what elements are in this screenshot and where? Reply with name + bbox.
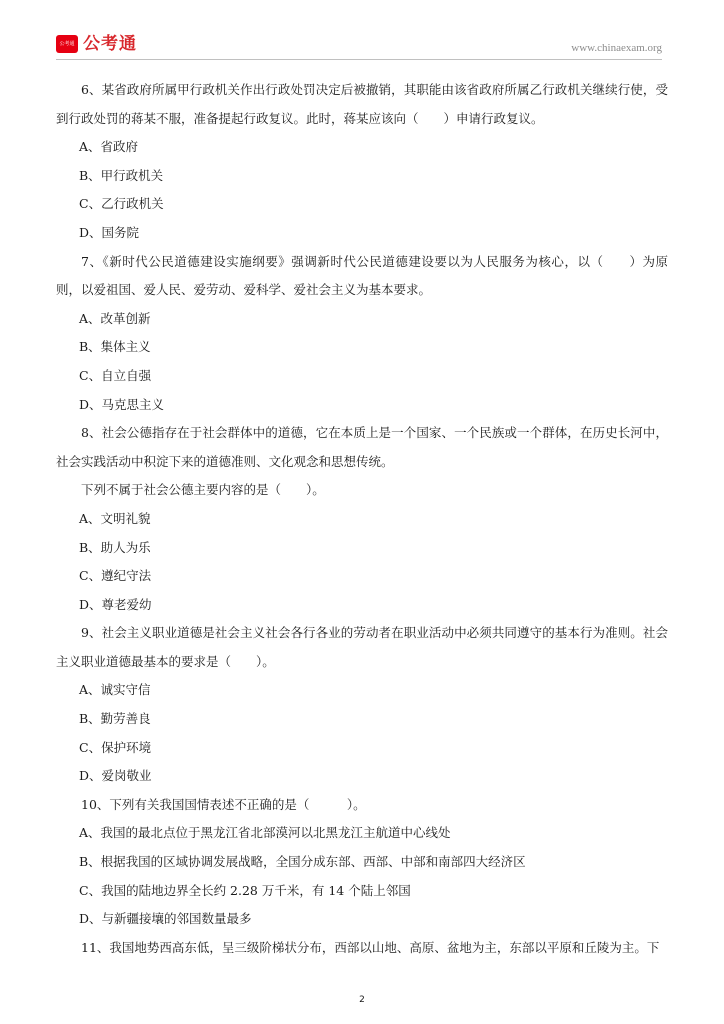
question-6-text: 6、某省政府所属甲行政机关作出行政处罚决定后被撤销，其职能由该省政府所属乙行政机关继续行使，受到行政处罚的蒋某不服，准备提起行政复议。此时，蒋某应该向（ ）申请行政复议。 (56, 82, 668, 126)
question-7-option-d: D、马克思主义 (79, 396, 165, 412)
question-8-option-c: C、遵纪守法 (79, 568, 152, 584)
page-number: 2 (359, 995, 365, 1005)
question-6-option-c: C、乙行政机关 (79, 196, 164, 212)
question-8-option-a: A、文明礼貌 (79, 510, 151, 526)
question-10-option-d: D、与新疆接壤的邻国数量最多 (79, 911, 252, 927)
question-10-option-c: C、我国的陆地边界全长约 2.28 万千米，有 14 个陆上邻国 (79, 882, 411, 898)
question-7-option-c: C、自立自强 (79, 367, 152, 383)
question-7-text: 7、《新时代公民道德建设实施纲要》强调新时代公民道德建设要以为人民服务为核心，以（ ）为原则，以爱祖国、爱人民、爱劳动、爱科学、爱社会主义为基本要求。 (56, 253, 668, 298)
question-8-option-b: B、助人为乐 (79, 539, 151, 555)
question-10-option-b: B、根据我国的区域协调发展战略，全国分成东部、西部、中部和南部四大经济区 (79, 854, 526, 870)
question-8-option-d: D、尊老爱幼 (79, 596, 152, 612)
question-10-option-a: A、我国的最北点位于黑龙江省北部漠河以北黑龙江主航道中心线处 (79, 825, 451, 841)
question-8-text: 8、社会公德指存在于社会群体中的道德，它在本质上是一个国家、一个民族或一个群体，在历史长河中，社会实践活动中积淀下来的道德准则、文化观念和思想传统。 (56, 425, 668, 469)
logo-text: 公考通 (83, 34, 137, 54)
question-9-option-b: B、勤劳善良 (79, 711, 151, 727)
question-10-text: 10、下列有关我国国情表述不正确的是（ ）。 (81, 796, 366, 812)
question-8-prompt: 下列不属于社会公德主要内容的是（ ）。 (81, 482, 325, 498)
question-6-option-b: B、甲行政机关 (79, 167, 164, 183)
header-divider (56, 59, 662, 60)
question-list (56, 76, 668, 962)
question-9-option-a: A、诚实守信 (79, 682, 151, 698)
question-11-text: 11、我国地势西高东低，呈三级阶梯状分布，西部以山地、高原、盆地为主，东部以平原和丘陵为主。下 (81, 939, 660, 955)
question-7-option-a: A、改革创新 (79, 310, 151, 326)
question-6-option-d: D、国务院 (79, 224, 140, 240)
question-9-option-c: C、保护环境 (79, 739, 152, 755)
site-url[interactable]: www.chinaexam.org (571, 42, 662, 54)
question-6-option-a: A、省政府 (79, 139, 139, 155)
question-9-text: 9、社会主义职业道德是社会主义社会各行各业的劳动者在职业活动中必须共同遵守的基本行为准则。社会主义职业道德最基本的要求是（ ）。 (56, 625, 668, 669)
question-7-option-b: B、集体主义 (79, 339, 151, 355)
question-9-option-d: D、爱岗敬业 (79, 768, 152, 784)
page-header (56, 33, 662, 59)
logo-badge-icon: 公考通 (56, 35, 78, 53)
